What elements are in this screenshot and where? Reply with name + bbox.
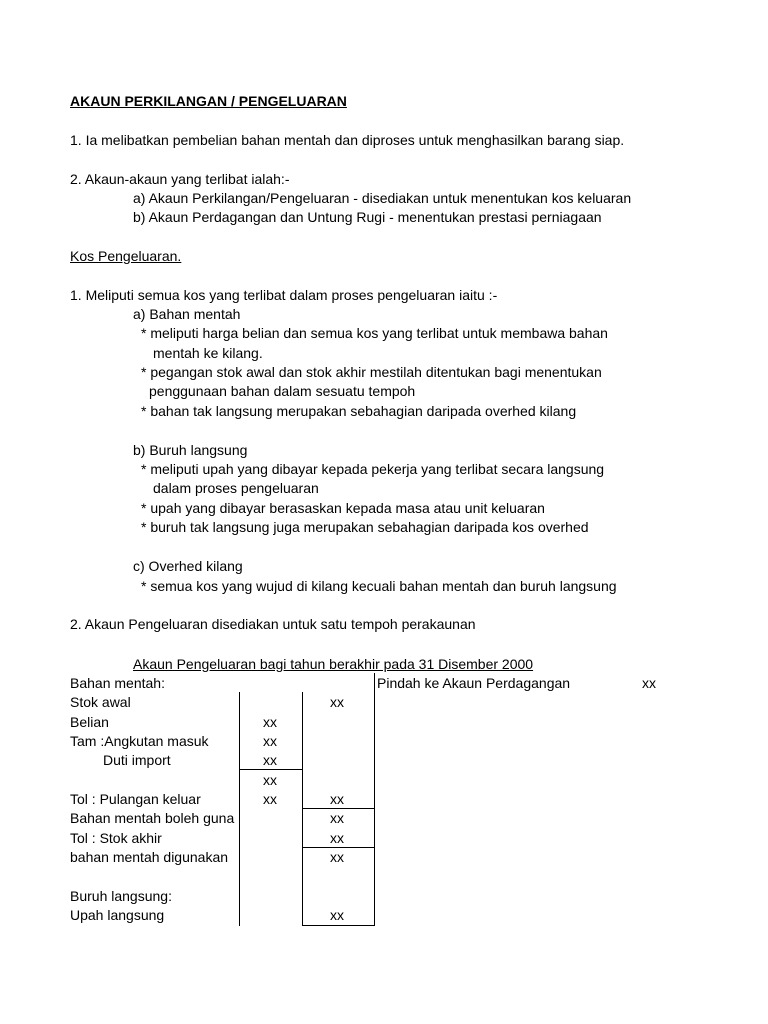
kos-a-label: a) Bahan mentah [133, 306, 241, 322]
intro-point-2a: a) Akaun Perkilangan/Pengeluaran - disediakan untuk menentukan kos keluaran [133, 190, 632, 206]
kos-b-bullet-2: * upah yang dibayar berasaskan kepada masa atau unit keluaran [141, 500, 545, 516]
account-row-value-1: xx [263, 772, 277, 788]
account-row-value-1: xx [263, 752, 277, 768]
kos-a-bullet-2: * pegangan stok awal dan stok akhir mestilah ditentukan bagi menentukan [141, 364, 602, 380]
account-row-label: Stok awal [70, 694, 131, 710]
account-row-value-2: xx [330, 849, 344, 865]
account-row-label: Tol : Stok akhir [70, 830, 162, 846]
account-row-label: Bahan mentah boleh guna [70, 810, 235, 826]
account-column-line-3 [374, 673, 375, 926]
kos-c-bullet-1: * semua kos yang wujud di kilang kecuali bahan mentah dan buruh langsung [141, 578, 617, 594]
account-right-label: Pindah ke Akaun Perdagangan [377, 675, 571, 691]
account-row-label: Bahan mentah: [70, 675, 165, 691]
kos-a-bullet-2-cont: penggunaan bahan dalam sesuatu tempoh [149, 383, 416, 399]
kos-b-label: b) Buruh langsung [133, 442, 248, 458]
kos-b-bullet-3: * buruh tak langsung juga merupakan sebahagian daripada kos overhed [141, 519, 589, 535]
kos-a-bullet-1-cont: mentah ke kilang. [153, 345, 263, 361]
kos-point-2: 2. Akaun Pengeluaran disediakan untuk satu tempoh perakaunan [70, 616, 476, 632]
kos-a-bullet-3: * bahan tak langsung merupakan sebahagian daripada overhed kilang [141, 403, 577, 419]
account-heading: Akaun Pengeluaran bagi tahun berakhir pada 31 Disember 2000 [133, 656, 534, 672]
account-row-label: Belian [70, 714, 109, 730]
account-row-value-1: xx [263, 733, 277, 749]
intro-point-2: 2. Akaun-akaun yang terlibat ialah:- [70, 171, 290, 187]
kos-point-1: 1. Meliputi semua kos yang terlibat dalam proses pengeluaran iaitu :- [70, 287, 498, 303]
account-row-value-2: xx [330, 830, 344, 846]
account-row-label: Buruh langsung: [70, 888, 172, 904]
account-row-label: bahan mentah digunakan [70, 849, 229, 865]
account-row-value-2: xx [330, 694, 344, 710]
account-bottom-line [302, 925, 374, 926]
account-row-value-1: xx [263, 791, 277, 807]
account-row-label: Tam :Angkutan masuk [70, 733, 209, 749]
account-column-line-2 [302, 692, 303, 926]
account-row-value-1: xx [263, 714, 277, 730]
kos-c-label: c) Overhed kilang [133, 558, 243, 574]
account-row-label: Upah langsung [70, 907, 165, 923]
kos-b-bullet-1: * meliputi upah yang dibayar kepada pekerja yang terlibat secara langsung [141, 461, 605, 477]
intro-point-2b: b) Akaun Perdagangan dan Untung Rugi - menentukan prestasi perniagaan [133, 209, 602, 225]
kos-a-bullet-1: * meliputi harga belian dan semua kos yang terlibat untuk membawa bahan [141, 325, 608, 341]
account-row-value-2: xx [330, 791, 344, 807]
account-subtotal-line [239, 769, 302, 770]
account-row-value-2: xx [330, 907, 344, 923]
page-title: AKAUN PERKILANGAN / PENGELUARAN [70, 93, 347, 109]
kos-b-bullet-1-cont: dalam proses pengeluaran [153, 480, 319, 496]
account-row-label: Tol : Pulangan keluar [70, 791, 201, 807]
account-row-value-2: xx [330, 810, 344, 826]
intro-point-1: 1. Ia melibatkan pembelian bahan mentah dan diproses untuk menghasilkan barang siap. [70, 132, 625, 148]
account-column-line-1 [239, 692, 240, 926]
account-right-value: xx [642, 675, 656, 691]
account-row-label: Duti import [103, 752, 171, 768]
kos-heading: Kos Pengeluaran. [70, 248, 182, 264]
